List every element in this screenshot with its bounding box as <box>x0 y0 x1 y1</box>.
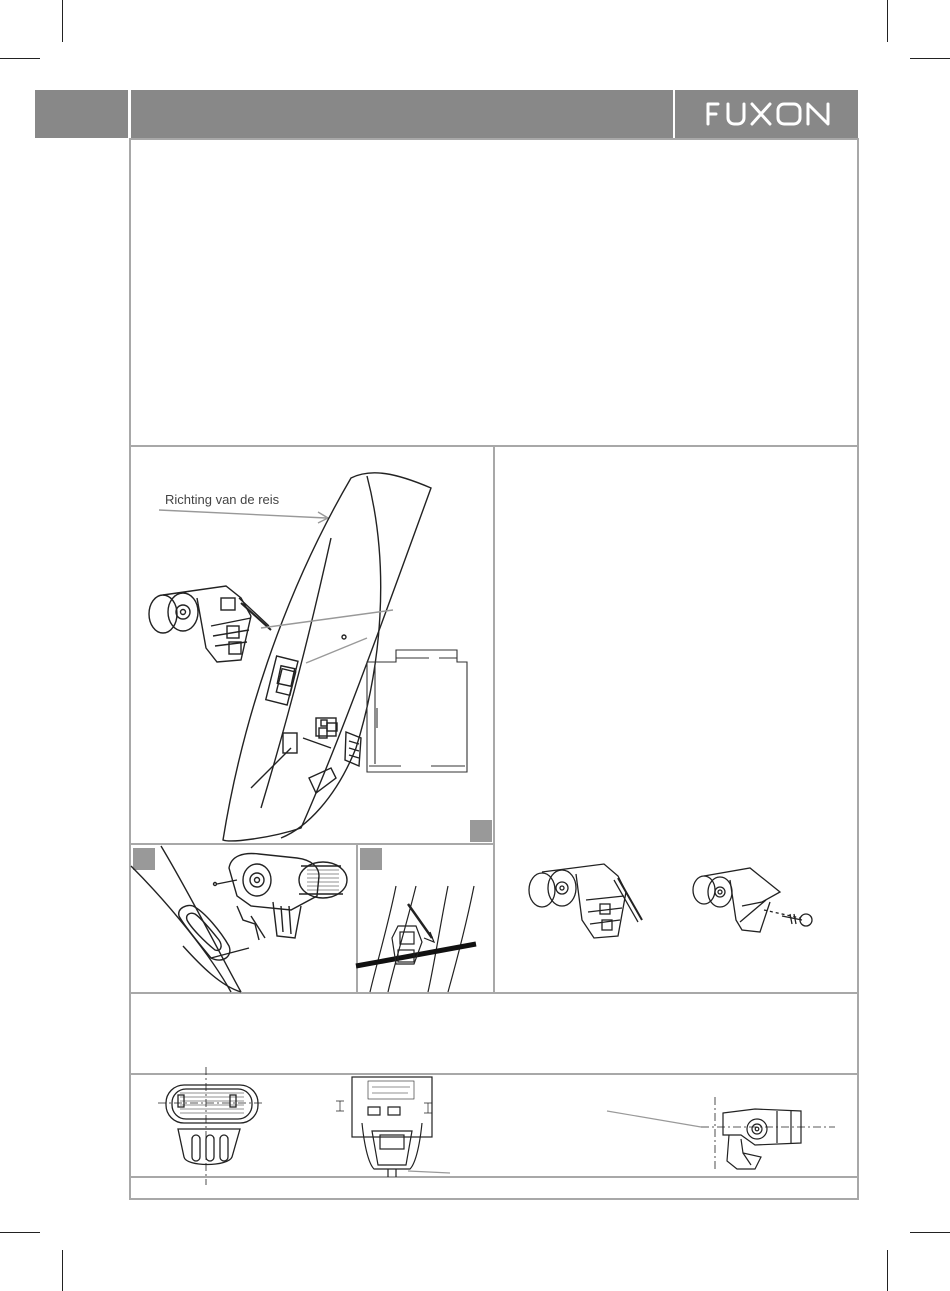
brand-logo <box>700 94 840 132</box>
light-assembly-illustration-b <box>690 862 830 952</box>
fender-illustration <box>131 448 491 843</box>
mount-closeup-illustration <box>131 846 353 992</box>
crop-mark <box>0 58 40 59</box>
strap-mount-illustration <box>358 846 492 992</box>
light-assembly-illustration-a <box>520 860 660 950</box>
header-side-block <box>35 90 128 138</box>
rear-view-illustration <box>328 1073 458 1177</box>
crop-mark <box>0 1232 40 1233</box>
direction-label: Richting van de reis <box>165 492 280 507</box>
crop-mark <box>887 1250 888 1291</box>
divider <box>493 445 495 993</box>
front-view-illustration <box>150 1073 270 1177</box>
crop-mark <box>62 0 63 42</box>
crop-mark <box>910 58 950 59</box>
divider <box>129 992 859 994</box>
divider <box>129 843 495 845</box>
crop-mark <box>910 1232 950 1233</box>
crop-mark <box>62 1250 63 1291</box>
crop-mark <box>887 0 888 42</box>
header-separator <box>673 90 675 138</box>
side-view-illustration <box>605 1073 845 1177</box>
